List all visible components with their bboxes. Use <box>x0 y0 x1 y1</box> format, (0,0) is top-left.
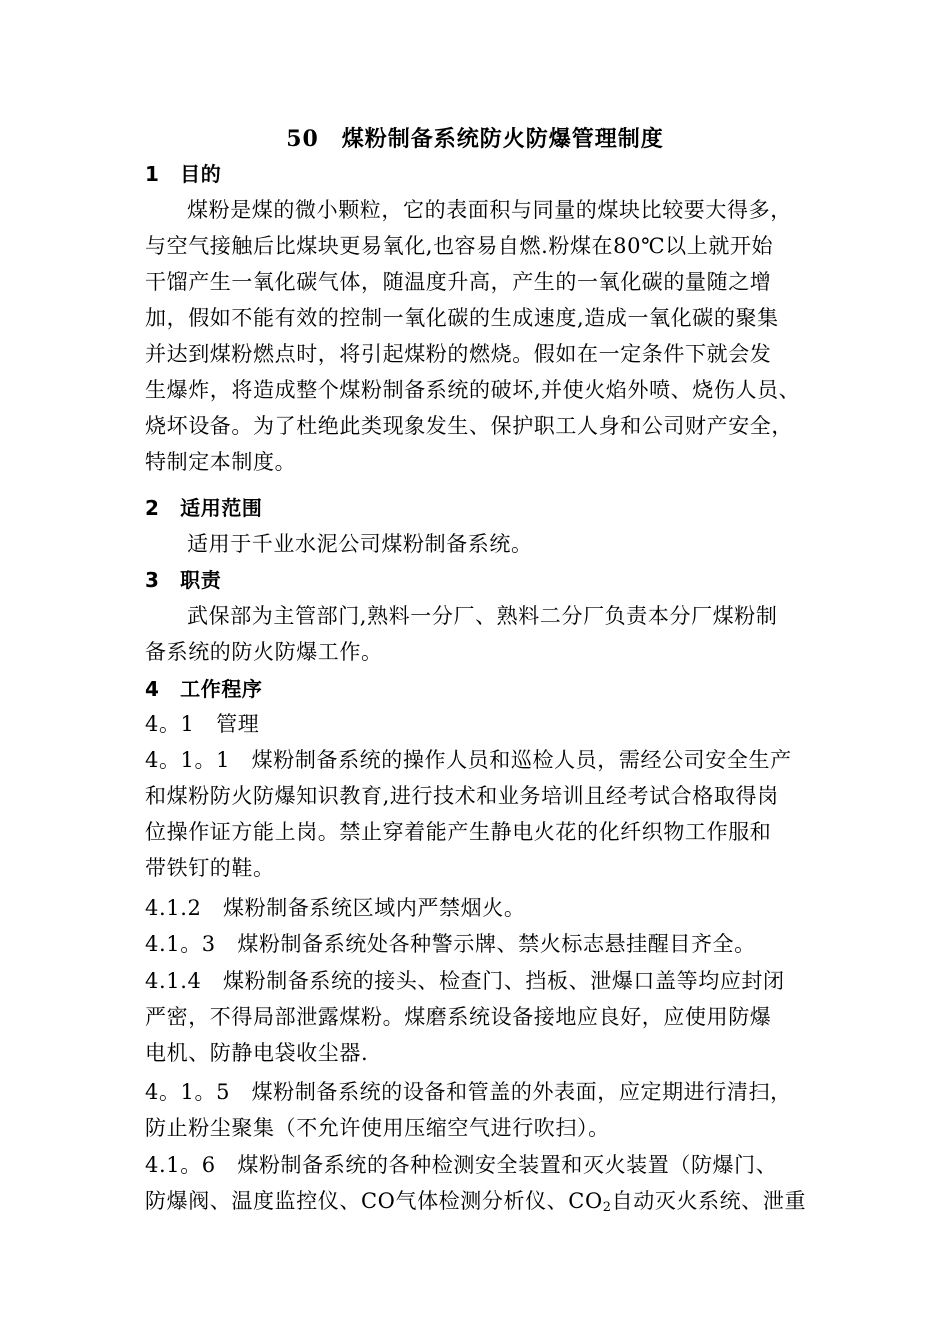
paragraph-line: 4。1 管理 <box>145 712 260 736</box>
section-heading-responsibility: 3 职责 <box>145 568 222 592</box>
paragraph-line: 4。1。1 煤粉制备系统的操作人员和巡检人员，需经公司安全生产 <box>145 748 792 772</box>
paragraph-line: 4.1.4 煤粉制备系统的接头、检查门、挡板、泄爆口盖等均应封闭 <box>145 969 785 993</box>
paragraph-line: 电机、防静电袋收尘器. <box>145 1041 369 1065</box>
paragraph-line: 加，假如不能有效的控制一氧化碳的生成速度,造成一氧化碳的聚集 <box>145 306 779 330</box>
paragraph-line: 生爆炸，将造成整个煤粉制备系统的破坏,并使火焰外喷、烧伤人员、 <box>145 378 801 402</box>
paragraph-line: 4.1。3 煤粉制备系统处各种警示牌、禁火标志悬挂醒目齐全。 <box>145 932 756 956</box>
paragraph-line: 适用于千业水泥公司煤粉制备系统。 <box>187 532 533 556</box>
paragraph-line: 防止粉尘聚集（不允许使用压缩空气进行吹扫）。 <box>145 1116 610 1140</box>
paragraph-line: 干馏产生一氧化碳气体，随温度升高，产生的一氧化碳的量随之增 <box>145 270 772 294</box>
paragraph-line: 带铁钉的鞋。 <box>145 856 275 880</box>
paragraph-line: 并达到煤粉燃点时，将引起煤粉的燃烧。假如在一定条件下就会发 <box>145 342 772 366</box>
paragraph-line: 备系统的防火防爆工作。 <box>145 640 383 664</box>
paragraph-line: 特制定本制度。 <box>145 450 297 474</box>
subscript-2: 2 <box>602 1200 612 1215</box>
paragraph-line: 烧坏设备。为了杜绝此类现象发生、保护职工人身和公司财产安全， <box>145 414 793 438</box>
paragraph-line: 4.1.2 煤粉制备系统区域内严禁烟火。 <box>145 896 526 920</box>
section-heading-scope: 2 适用范围 <box>145 496 263 520</box>
paragraph-line: 位操作证方能上岗。禁止穿着能产生静电火花的化纤织物工作服和 <box>145 820 772 844</box>
line-text: 自动灭火系统、泄重 <box>611 1189 807 1213</box>
page-title: 50 煤粉制备系统防火防爆管理制度 <box>286 126 664 152</box>
paragraph-line: 武保部为主管部门,熟料一分厂、熟料二分厂负责本分厂煤粉制 <box>187 604 778 628</box>
section-heading-procedure: 4 工作程序 <box>145 677 263 701</box>
paragraph-line: 4.1。6 煤粉制备系统的各种检测安全装置和灭火装置（防爆门、 <box>145 1153 778 1177</box>
paragraph-line: 4。1。5 煤粉制备系统的设备和管盖的外表面，应定期进行清扫， <box>145 1080 792 1104</box>
paragraph-line: 煤粉是煤的微小颗粒，它的表面积与同量的煤块比较要大得多， <box>187 198 792 222</box>
section-heading-purpose: 1 目的 <box>145 162 222 186</box>
line-text: 防爆阀、温度监控仪、CO气体检测分析仪、CO <box>145 1189 603 1213</box>
paragraph-line: 与空气接触后比煤块更易氧化,也容易自燃.粉煤在80℃以上就开始 <box>145 234 774 258</box>
paragraph-line: 严密，不得局部泄露煤粉。煤磨系统设备接地应良好，应使用防爆 <box>145 1005 772 1029</box>
paragraph-line <box>145 1189 806 1213</box>
paragraph-line: 和煤粉防火防爆知识教育,进行技术和业务培训且经考试合格取得岗 <box>145 784 779 808</box>
